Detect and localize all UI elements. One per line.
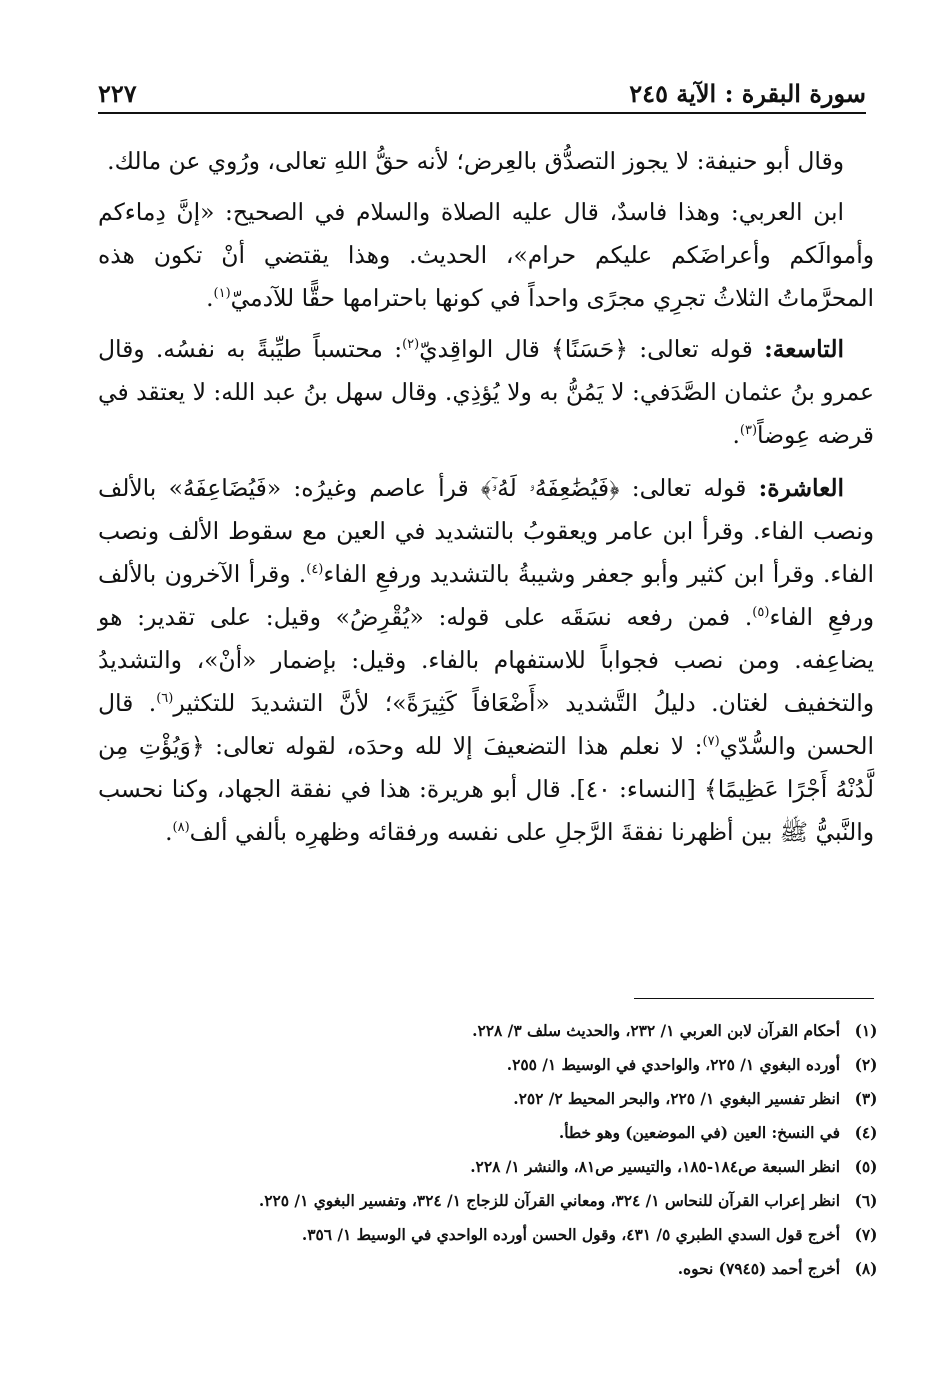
footnote-separator [634, 998, 874, 999]
footnote [98, 1116, 892, 1150]
paragraph-ninth: التاسعة: قوله تعالى: ﴿حَسَنًا﴾ قال الواقِديّ$^{(٢)}$: محتسباً طيِّبةً به نفسُه. وقال عمرو بنُ عثمان الصَّدَفي: لا يَمُنُّ به ولا يُؤذِي. وقال سهل بنُ عبد الله: لا يعتقد في قرضه عِوضاً$^{(٣)}$. [98, 335, 874, 449]
footnote-number: (٨) [854, 1260, 878, 1278]
footnote-text: أورده البغوي ١/ ٢٢٥، والواحدي في الوسيط ١/ ٢٥٥. [506, 1056, 840, 1074]
footnote-ref: (٤) [306, 562, 324, 578]
footnote-ref: (٨) [172, 820, 190, 836]
footnote-text: أخرج أحمد (٧٩٤٥) نحوه. [677, 1260, 840, 1278]
section-label-ninth: التاسعة: [764, 335, 844, 363]
footnote-text: انظر إعراب القرآن للنحاس ١/ ٣٢٤، ومعاني القرآن للزجاج ١/ ٣٢٤، وتفسير البغوي ١/ ٢٢٥. [258, 1192, 840, 1210]
footnote-ref: (٣) [739, 423, 758, 439]
main-text [98, 140, 874, 862]
footnotes [98, 1014, 892, 1286]
page-header [98, 70, 866, 114]
footnote [98, 1048, 892, 1082]
footnote-number: (٦) [854, 1192, 878, 1210]
paragraph-tenth: العاشرة: قوله تعالى: ﴿فَيُضَٰعِفَهُۥ لَهُۥٓ﴾ قرأ عاصم وغيرُه: «فَيُضَاعِفَهُ» بالألف ونصب الفاء. وقرأ ابن عامر ويعقوبُ بالتشديد في العين مع سقوط الألف ونصب الفاء. وقرأ ابن كثير وأبو جعفر وشيبةُ بالتشديد ورفعِ الفاء$^{(٤)}$. وقرأ الآخرون بالألف ورفعِ الفاء$^{(٥)}$. فمن رفعه نسَقَه على قوله: «يُقْرِضُ» وقيل: على تقدير: هو يضاعِفه. ومن نصب فجواباً للاستفهام بالفاء. وقيل: بإضمار «أنْ»، والتشديدُ والتخفيف لغتان. دليلُ التَّشديد «أَضْعَافاً كَثِيرَةً»؛ لأنَّ التشديدَ للتكثير$^{(٦)}$. قال الحسن والسُّدّي$^{(٧)}$: لا نعلم هذا التضعيفَ إلا لله وحدَه، لقوله تعالى: ﴿وَيُؤْتِ مِن لَّدُنْهُ أَجْرًا عَظِيمًا﴾ [النساء: ٤٠]. قال أبو هريرة: هذا في نفقة الجهاد، وكنا نحسب والنَّبيُّ ﷺ بين أظهرنا نفقةَ الرَّجلِ على نفسه ورفقائه وظهرِه بألفي ألف$^{(٨)}$. [98, 474, 875, 846]
footnote-ref: (٥) [752, 605, 770, 621]
footnote [98, 1252, 892, 1286]
footnote-ref: (٢) [402, 337, 420, 353]
paragraph-abu-hanifa: وقال أبو حنيفة: لا يجوز التصدُّق بالعِرض؛ لأنه حقُّ اللهِ تعالى، ورُوي عن مالك. [107, 147, 844, 175]
footnote-number: (٢) [854, 1056, 878, 1074]
footnote-ref: (١) [213, 286, 231, 302]
footnote-number: (٤) [854, 1124, 878, 1142]
footnote [98, 1150, 892, 1184]
footnote [98, 1184, 892, 1218]
footnote-ref: (٦) [156, 691, 174, 707]
page-number: ٢٢٧ [98, 79, 137, 108]
footnote [98, 1218, 892, 1252]
footnote-text: أخرج قول السدي الطبري ٥/ ٤٣١، وقول الحسن أورده الواحدي في الوسيط ١/ ٣٥٦. [301, 1226, 840, 1244]
footnote-number: (٧) [854, 1226, 878, 1244]
footnote-ref: (٧) [702, 734, 720, 750]
footnote-number: (١) [854, 1022, 878, 1040]
paragraph-ibn-arabi: ابن العربي: وهذا فاسدٌ، قال عليه الصلاة والسلام في الصحيح: «إنَّ دِماءكم وأموالَكم وأعراضَكم عليكم حرام»، الحديث. وهذا يقتضي أنْ تكون هذه المحرَّماتُ الثلاثُ تجرِي مجرًى واحداً في كونها باحترامها حقًّا للآدميّ$^{(١)}$. [98, 198, 874, 312]
footnote-text: انظر تفسير البغوي ١/ ٢٢٥، والبحر المحيط ٢/ ٢٥٢. [513, 1090, 840, 1108]
footnote [98, 1014, 892, 1048]
footnote-number: (٣) [854, 1090, 878, 1108]
section-label-tenth: العاشرة: [758, 474, 844, 502]
footnote-text: أحكام القرآن لابن العربي ١/ ٢٣٢، والحديث سلف ٣/ ٢٢٨. [472, 1022, 840, 1040]
footnote-number: (٥) [854, 1158, 878, 1176]
footnote-text: انظر السبعة ص١٨٤-١٨٥، والتيسير ص٨١، والنشر ١/ ٢٢٨. [470, 1158, 840, 1176]
footnote [98, 1082, 892, 1116]
surah-title: سورة البقرة : الآية ٢٤٥ [629, 79, 866, 108]
footnote-text: في النسخ: العين (في الموضعين) وهو خطأ. [558, 1124, 840, 1142]
